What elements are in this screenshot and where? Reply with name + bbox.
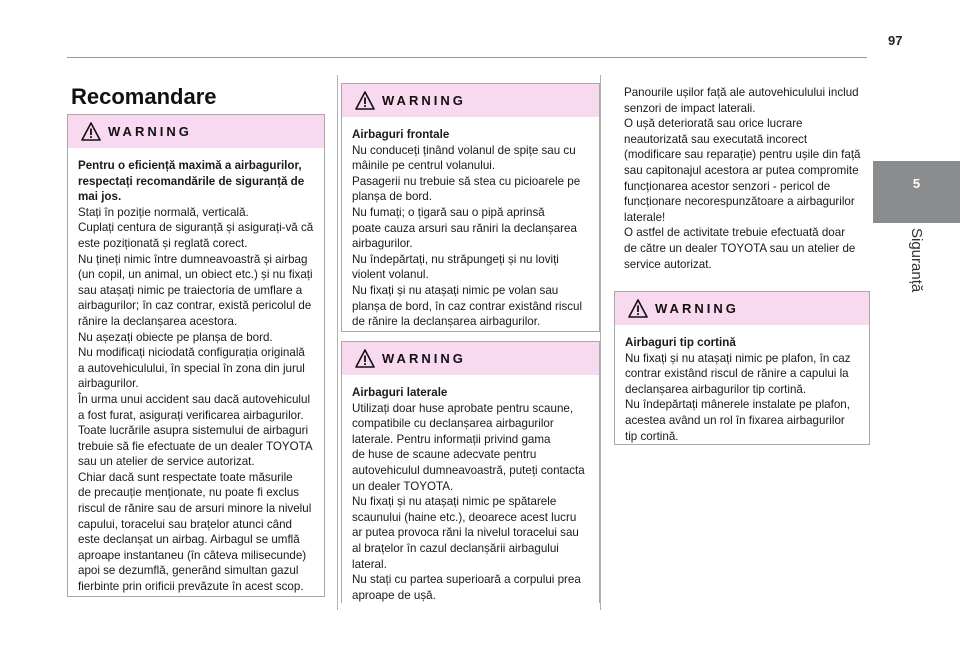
text-line: Stați în poziție normală, verticală. bbox=[78, 205, 249, 219]
warning-box-curtain-airbags bbox=[614, 291, 870, 445]
text-line: planșa de bord. bbox=[352, 190, 432, 204]
text-line: a autovehiculului, în special în zona din jurul bbox=[78, 361, 305, 375]
text-line: Nu fixați și nu atașați nimic pe volan sau bbox=[352, 283, 559, 297]
warning-header bbox=[342, 342, 599, 375]
text-line: mâinile pe centrul volanului. bbox=[352, 159, 496, 173]
chapter-label-wrap bbox=[873, 228, 960, 318]
text-line: sau un atelier de service autorizat. bbox=[78, 455, 255, 469]
text-line: tip cortină. bbox=[625, 429, 679, 443]
text-line: Utilizați doar huse aprobate pentru scaune, bbox=[352, 401, 574, 415]
text-line: O ușă deteriorată sau orice lucrare bbox=[624, 117, 803, 131]
text-line: al brațelor în cazul declanșării airbagului bbox=[352, 541, 559, 555]
text-line: lateral. bbox=[352, 557, 387, 571]
text-line: respectați recomandările de siguranță de bbox=[78, 174, 305, 188]
text-line: violent volanul. bbox=[352, 268, 429, 282]
text-line: scaunului (haine etc.), deoarece acest lucru bbox=[352, 510, 577, 524]
text-line: de către un dealer TOYOTA sau un atelier de bbox=[624, 241, 856, 255]
text-line: contrar existând riscul de rănire a capului la bbox=[625, 367, 849, 381]
page-number: 97 bbox=[888, 33, 903, 48]
text-line: sau atașați nimic pe traiectoria de umflare a bbox=[78, 283, 303, 297]
lateral-sensor-text bbox=[624, 85, 874, 272]
text-line: planșa de bord, în caz contrar existând riscul bbox=[352, 299, 583, 313]
text-line: Nu modificați niciodată configurația originală bbox=[78, 346, 305, 360]
warning-body bbox=[68, 148, 324, 595]
warning-triangle-icon bbox=[628, 299, 648, 318]
text-line: laterale! bbox=[624, 210, 666, 224]
text-line: O astfel de activitate trebuie efectuată doar bbox=[624, 226, 846, 240]
warning-header bbox=[68, 115, 324, 148]
section-title: Recomandare bbox=[71, 84, 217, 109]
warning-box-main bbox=[67, 114, 325, 597]
text-line: riscul de rănire sau de arsuri minore la nivelul bbox=[78, 502, 312, 516]
text-line: În urma unui accident sau dacă autovehiculul bbox=[78, 392, 311, 406]
text-line: ar putea provoca răni la nivelul toracelui sau bbox=[352, 526, 579, 540]
text-line: de precauție menționate, nu poate fi exclus bbox=[78, 486, 300, 500]
text-line: Airbaguri laterale bbox=[352, 386, 448, 399]
text-line: compatibile cu declanșarea airbagurilor bbox=[352, 417, 554, 431]
text-line: acestea având un rol în fixarea airbagurilor bbox=[625, 413, 845, 427]
warning-title: WARNING bbox=[382, 93, 466, 108]
text-line: Panourile ușilor față ale autovehiculului includ bbox=[624, 86, 859, 99]
text-line: Nu conduceți ținând volanul de spițe sau cu bbox=[352, 143, 576, 157]
warning-title: WARNING bbox=[382, 351, 466, 366]
text-line: funcționarea acestor senzori - pericol de bbox=[624, 179, 831, 193]
text-line: mai jos. bbox=[78, 190, 122, 204]
text-line: este declanșat un airbag. Airbagul se umflă bbox=[78, 533, 300, 547]
text-line: sau capitonajul acestora ar putea compromite bbox=[624, 163, 859, 177]
text-line: senzori de impact laterali. bbox=[624, 101, 756, 115]
text-line: Nu țineți nimic între dumneavoastră și airbag bbox=[78, 252, 308, 266]
text-line: este poziționată și reglată corect. bbox=[78, 236, 248, 250]
text-line: apoi se dezumflă, generând simultan gazul bbox=[78, 564, 299, 578]
header-rule bbox=[67, 57, 867, 58]
text-line: laterale. Pentru informații privind gama bbox=[352, 432, 551, 446]
text-line: aproape instantaneu (în câteva milisecunde) bbox=[78, 548, 307, 562]
text-line: Nu stați cu partea superioară a corpului prea bbox=[352, 573, 581, 587]
text-line: Pentru o eficiență maximă a airbagurilor, bbox=[78, 159, 302, 172]
text-line: aproape de ușă. bbox=[352, 588, 436, 602]
chapter-tab[interactable] bbox=[873, 161, 960, 223]
text-line: Pasagerii nu trebuie să stea cu picioarele pe bbox=[352, 174, 581, 188]
text-line: a fost furat, asigurați verificarea airbagurilor. bbox=[78, 408, 304, 422]
text-line: Cuplați centura de siguranță și asigurați-vă că bbox=[78, 221, 314, 235]
text-line: declanșarea airbagurilor tip cortină. bbox=[625, 382, 807, 396]
text-line: Airbaguri frontale bbox=[352, 128, 450, 141]
warning-triangle-icon bbox=[355, 91, 375, 110]
text-line: service autorizat. bbox=[624, 257, 712, 271]
warning-title: WARNING bbox=[655, 301, 739, 316]
warning-body bbox=[342, 117, 599, 330]
text-line: Nu așezați obiecte pe planșa de bord. bbox=[78, 330, 273, 344]
text-line: autovehiculul dumneavoastră, puteți contacta bbox=[352, 463, 585, 477]
text-line: neautorizată sau executată incorect bbox=[624, 132, 808, 146]
text-line: Nu fumați; o țigară sau o pipă aprinsă bbox=[352, 205, 545, 219]
chapter-number: 5 bbox=[912, 176, 921, 191]
text-line: airbagurilor; în caz contrar, există pericolul de bbox=[78, 299, 312, 313]
warning-triangle-icon bbox=[81, 122, 101, 141]
text-line: Nu îndepărtați mânerele instalate pe plafon, bbox=[625, 398, 850, 412]
chapter-label: Siguranță bbox=[908, 228, 925, 293]
column-divider-2 bbox=[600, 75, 601, 610]
warning-body bbox=[615, 325, 869, 444]
warning-body bbox=[342, 375, 599, 603]
text-line: (un copil, un animal, un obiect etc.) și nu fixați bbox=[78, 268, 313, 282]
warning-title: WARNING bbox=[108, 124, 192, 139]
text-line: rănire la declanșarea acestora. bbox=[78, 314, 238, 328]
text-line: trebuie să fie efectuate de un dealer TOYOTA bbox=[78, 439, 313, 453]
text-line: airbagurilor. bbox=[78, 377, 139, 391]
warning-triangle-icon bbox=[355, 349, 375, 368]
text-line: (modificare sau reparație) pentru ușile din față bbox=[624, 148, 861, 162]
text-line: Chiar dacă sunt respectate toate măsurile bbox=[78, 470, 293, 484]
text-line: Toate lucrările asupra sistemului de airbaguri bbox=[78, 424, 309, 438]
text-line: Nu fixați și nu atașați nimic pe plafon, în caz bbox=[625, 351, 851, 365]
warning-header bbox=[342, 84, 599, 117]
text-line: de huse de scaune adecvate pentru bbox=[352, 448, 537, 462]
text-line: poate cauza arsuri sau răniri la declanșarea bbox=[352, 221, 577, 235]
warning-box-front-airbags bbox=[341, 83, 600, 332]
text-line: fierbinte prin orificii prevăzute în acest scop. bbox=[78, 580, 304, 594]
warning-header bbox=[615, 292, 869, 325]
text-line: airbagurilor. bbox=[352, 237, 413, 251]
text-line: Nu fixați și nu atașați nimic pe spătarele bbox=[352, 495, 557, 509]
text-line: de rănire la declanșarea airbagurilor. bbox=[352, 315, 541, 329]
column-divider-1 bbox=[337, 75, 338, 610]
text-line: Airbaguri tip cortină bbox=[625, 336, 736, 349]
text-line: capului, toracelui sau brațelor atunci când bbox=[78, 517, 292, 531]
text-line: un dealer TOYOTA. bbox=[352, 479, 454, 493]
text-line: Nu îndepărtați, nu străpungeți și nu loviți bbox=[352, 252, 559, 266]
text-line: funcționare necorespunzătoare a airbagurilor bbox=[624, 195, 855, 209]
warning-box-lateral-airbags bbox=[341, 341, 600, 603]
